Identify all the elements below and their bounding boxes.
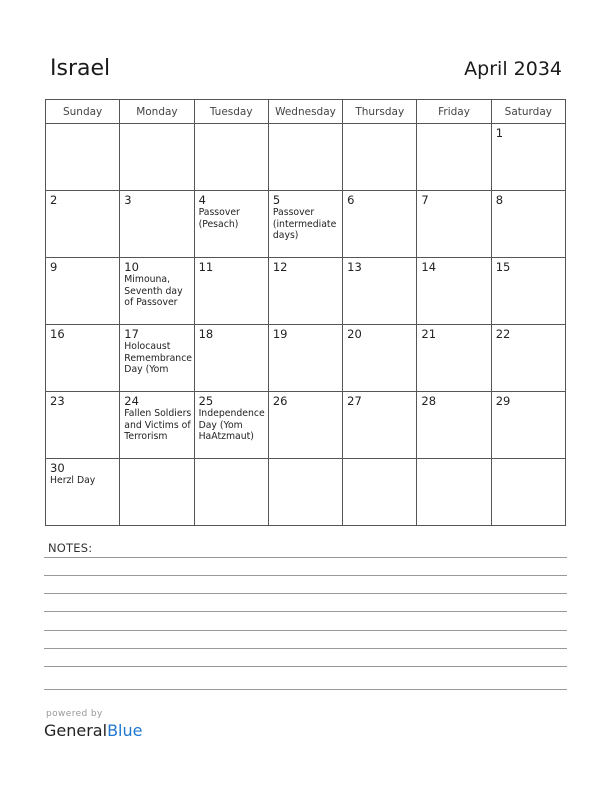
week-row	[46, 459, 566, 526]
day-number: 29	[495, 394, 511, 408]
powered-by-text: powered by	[46, 709, 103, 719]
day-number: 13	[347, 260, 362, 274]
notes-line[interactable]	[44, 630, 567, 631]
day-cell	[120, 325, 194, 392]
day-cell	[194, 191, 268, 258]
day-cell	[268, 459, 342, 526]
day-number: 12	[272, 260, 288, 274]
day-cell	[194, 392, 268, 459]
day-number: 11	[198, 260, 214, 274]
country-title: Israel	[50, 56, 111, 81]
month-year-title: April 2034	[464, 58, 562, 80]
day-cell	[268, 325, 342, 392]
day-number: 26	[272, 394, 288, 408]
day-cell	[491, 191, 565, 258]
day-number: 24	[124, 394, 139, 408]
day-number: 23	[50, 394, 65, 408]
day-cell	[268, 191, 342, 258]
notes-line[interactable]	[44, 575, 567, 576]
weekday-monday: Monday	[120, 100, 194, 124]
day-cell	[194, 124, 268, 191]
holiday-label: Fallen Soldiers and Victims of Terrorism	[124, 408, 192, 442]
week-row	[46, 325, 566, 392]
notes-label: NOTES:	[48, 541, 93, 555]
notes-line[interactable]	[44, 593, 567, 594]
week-row	[46, 392, 566, 459]
notes-line[interactable]	[44, 666, 567, 667]
day-cell	[417, 258, 491, 325]
day-cell	[268, 258, 342, 325]
day-number: 28	[421, 394, 437, 408]
day-cell	[46, 258, 120, 325]
brand-blue: Blue	[107, 721, 143, 740]
day-number: 21	[421, 327, 437, 341]
day-cell	[120, 124, 194, 191]
day-cell	[343, 459, 417, 526]
calendar-grid	[45, 99, 566, 526]
day-number: 10	[124, 260, 139, 274]
day-cell	[491, 124, 565, 191]
day-cell	[343, 392, 417, 459]
day-cell	[120, 392, 194, 459]
week-row	[46, 258, 566, 325]
day-cell	[491, 459, 565, 526]
holiday-label: Herzl Day	[50, 475, 96, 486]
holiday-label: Holocaust Remembrance Day (Yom	[124, 341, 193, 375]
notes-line[interactable]	[44, 611, 567, 612]
brand-general: General	[44, 721, 108, 740]
day-number: 9	[50, 260, 58, 274]
weekday-thursday: Thursday	[343, 100, 417, 124]
generalblue-logo[interactable]	[44, 721, 142, 741]
day-cell	[343, 124, 417, 191]
weekday-wednesday: Wednesday	[268, 100, 342, 124]
day-number: 1	[495, 126, 504, 140]
day-number: 25	[198, 394, 214, 408]
weekday-friday: Friday	[417, 100, 491, 124]
day-number: 20	[347, 327, 362, 341]
day-number: 6	[347, 193, 355, 207]
day-number: 16	[50, 327, 65, 341]
holiday-label: Mimouna, Seventh day of Passover	[124, 274, 183, 308]
week-row	[46, 191, 566, 258]
day-cell	[46, 459, 120, 526]
day-cell	[120, 459, 194, 526]
day-cell	[343, 325, 417, 392]
day-cell	[194, 258, 268, 325]
day-number: 3	[124, 193, 132, 207]
holiday-label: Passover (intermediate days)	[272, 207, 337, 241]
day-cell	[120, 191, 194, 258]
notes-line[interactable]	[44, 689, 567, 690]
day-number: 4	[198, 193, 206, 207]
day-number: 14	[421, 260, 437, 274]
day-number: 27	[347, 394, 362, 408]
day-cell	[491, 392, 565, 459]
day-cell	[194, 459, 268, 526]
day-number: 5	[272, 193, 281, 207]
notes-line[interactable]	[44, 648, 567, 649]
holiday-label: Independence Day (Yom HaAtzmaut)	[198, 408, 265, 442]
day-cell	[491, 325, 565, 392]
day-cell	[268, 392, 342, 459]
day-number: 7	[421, 193, 429, 207]
day-cell	[343, 191, 417, 258]
weekday-saturday: Saturday	[491, 100, 565, 124]
notes-line[interactable]	[44, 557, 567, 558]
day-cell	[491, 258, 565, 325]
weekday-sunday: Sunday	[46, 100, 120, 124]
day-cell	[417, 325, 491, 392]
day-cell	[46, 191, 120, 258]
day-number: 18	[198, 327, 214, 341]
day-cell	[120, 258, 194, 325]
day-number: 8	[495, 193, 504, 207]
day-cell	[46, 124, 120, 191]
day-number: 30	[50, 461, 65, 475]
day-number: 22	[495, 327, 511, 341]
day-cell	[194, 325, 268, 392]
day-cell	[417, 191, 491, 258]
day-cell	[417, 124, 491, 191]
weekday-header-row	[46, 100, 566, 124]
holiday-label: Passover (Pesach)	[198, 207, 240, 230]
day-cell	[417, 392, 491, 459]
day-number: 17	[124, 327, 139, 341]
day-number: 19	[272, 327, 288, 341]
day-cell	[417, 459, 491, 526]
week-row	[46, 124, 566, 191]
day-number: 2	[50, 193, 58, 207]
weekday-tuesday: Tuesday	[194, 100, 268, 124]
day-cell	[46, 325, 120, 392]
day-cell	[268, 124, 342, 191]
day-cell	[343, 258, 417, 325]
day-number: 15	[495, 260, 511, 274]
day-cell	[46, 392, 120, 459]
